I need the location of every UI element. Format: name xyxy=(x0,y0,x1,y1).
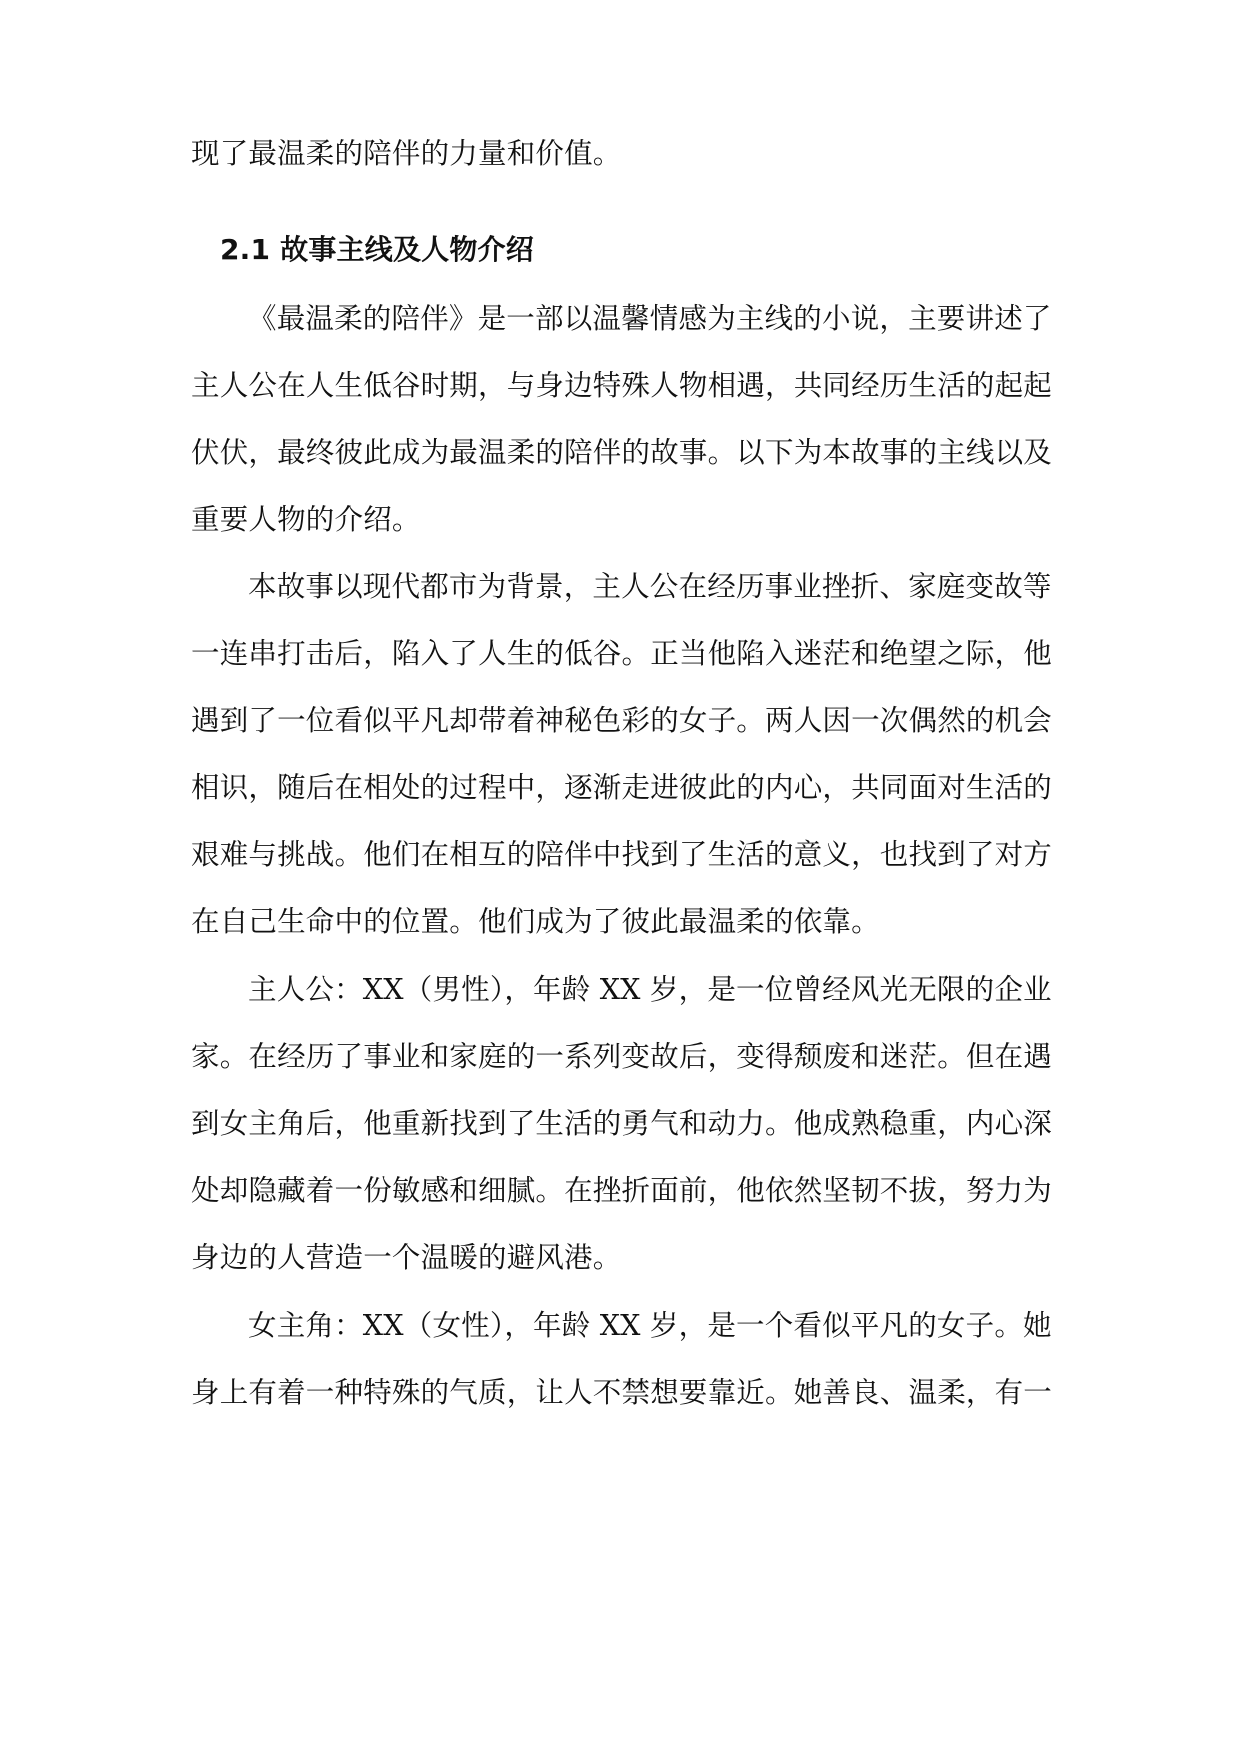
paragraph-1-line-2: 主人公在人生低谷时期，与身边特殊人物相遇，共同经历生活的起起 xyxy=(191,369,1053,402)
paragraph-2-line-5: 艰难与挑战。他们在相互的陪伴中找到了生活的意义，也找到了对方 xyxy=(191,838,1053,871)
paragraph-1-line-3: 伏伏，最终彼此成为最温柔的陪伴的故事。以下为本故事的主线以及 xyxy=(191,436,1053,469)
paragraph-3-line-4: 处却隐藏着一份敏感和细腻。在挫折面前，他依然坚韧不拔，努力为 xyxy=(191,1174,1053,1207)
section-heading: 2.1 故事主线及人物介绍 xyxy=(220,233,534,266)
paragraph-2-line-3: 遇到了一位看似平凡却带着神秘色彩的女子。两人因一次偶然的机会 xyxy=(191,704,1053,737)
paragraph-2-line-2: 一连串打击后，陷入了人生的低谷。正当他陷入迷茫和绝望之际，他 xyxy=(191,637,1053,670)
paragraph-2-line-4: 相识，随后在相处的过程中，逐渐走进彼此的内心，共同面对生活的 xyxy=(191,771,1053,804)
intro-line: 现了最温柔的陪伴的力量和价值。 xyxy=(191,137,622,170)
paragraph-3-line-2: 家。在经历了事业和家庭的一系列变故后，变得颓废和迷茫。但在遇 xyxy=(191,1040,1053,1073)
paragraph-1-line-1: 《最温柔的陪伴》是一部以温馨情感为主线的小说，主要讲述了 xyxy=(248,302,1052,335)
paragraph-4-line-1: 女主角：XX（女性），年龄 XX 岁，是一个看似平凡的女子。她 xyxy=(248,1309,1052,1342)
paragraph-3-line-1: 主人公：XX（男性），年龄 XX 岁，是一位曾经风光无限的企业 xyxy=(248,973,1052,1006)
paragraph-1-line-4: 重要人物的介绍。 xyxy=(191,503,421,536)
paragraph-4-line-2: 身上有着一种特殊的气质，让人不禁想要靠近。她善良、温柔，有一 xyxy=(191,1376,1053,1409)
paragraph-3-line-5: 身边的人营造一个温暖的避风港。 xyxy=(191,1241,622,1274)
paragraph-2-line-1: 本故事以现代都市为背景，主人公在经历事业挫折、家庭变故等 xyxy=(248,570,1052,603)
paragraph-3-line-3: 到女主角后，他重新找到了生活的勇气和动力。他成熟稳重，内心深 xyxy=(191,1107,1053,1140)
paragraph-2-line-6: 在自己生命中的位置。他们成为了彼此最温柔的依靠。 xyxy=(191,905,880,938)
